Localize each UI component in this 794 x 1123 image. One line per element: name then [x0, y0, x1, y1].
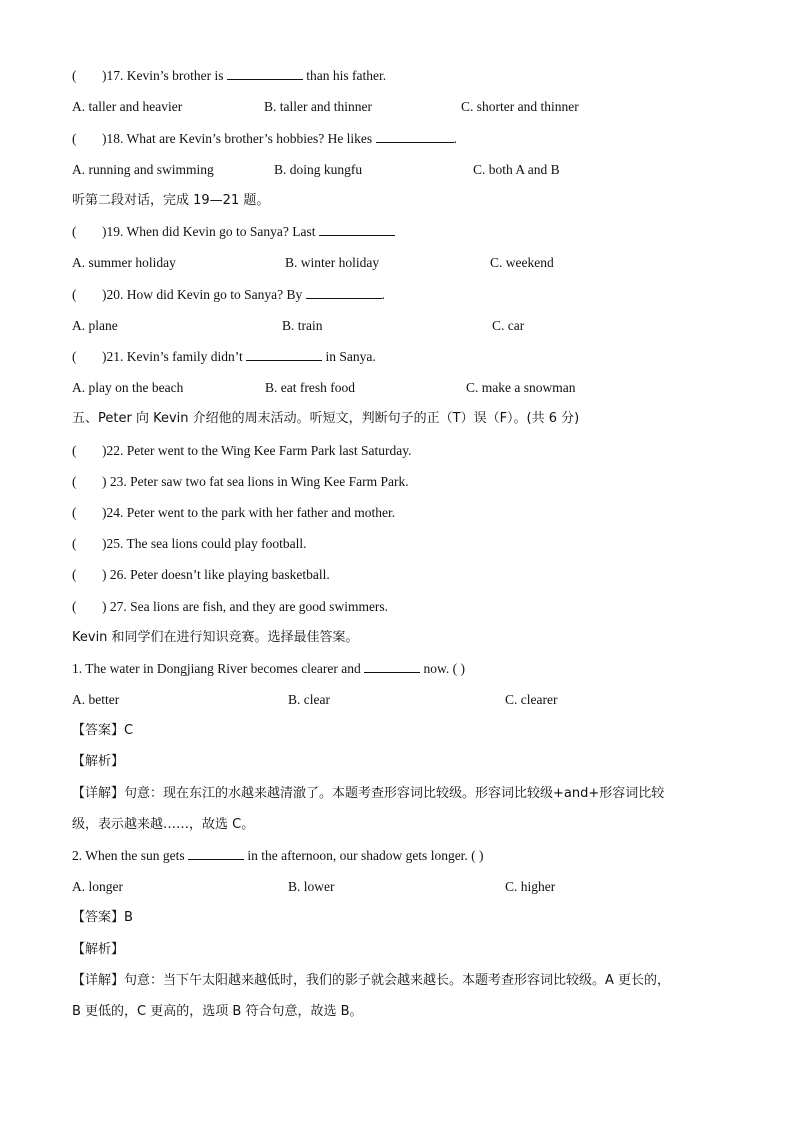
tf-item-27 [72, 597, 388, 617]
detail-line-1 [72, 971, 670, 991]
answer-paren: ( [72, 474, 77, 489]
tf-item-22 [72, 441, 412, 461]
answer-paren: ( [72, 536, 77, 551]
answer-blank [246, 347, 322, 361]
answer-value: B [124, 910, 133, 925]
option-a: A. running and swimming [72, 162, 214, 177]
option-c: C. weekend [490, 255, 554, 270]
tf-text: )24. Peter went to the park with her father and mother. [102, 505, 396, 520]
contest-question-1 [72, 659, 465, 679]
question-20 [72, 285, 385, 305]
option-b: B. taller and thinner [264, 99, 372, 114]
option-b: B. train [282, 318, 323, 333]
option-a: A. taller and heavier [72, 99, 183, 114]
option-b: B. doing kungfu [274, 162, 363, 177]
question-text: )20. How did Kevin go to Sanya? By [102, 287, 306, 302]
option-a: A. summer holiday [72, 255, 176, 270]
option-b: B. winter holiday [285, 255, 380, 270]
question-text-end: now. ( ) [420, 661, 466, 676]
detail-label: 【详解】 [72, 973, 125, 988]
answer-blank [188, 846, 244, 860]
answer-paren: ( [72, 599, 77, 614]
answer-paren: ( [72, 224, 77, 239]
option-b: B. eat fresh food [265, 380, 355, 395]
question-text: )17. Kevin’s brother is [102, 68, 227, 83]
tf-item-24 [72, 503, 395, 523]
answer-label: 【答案】 [72, 910, 125, 925]
option-c: C. car [492, 318, 525, 333]
option-c: C. make a snowman [466, 380, 576, 395]
question-text-end: . [381, 287, 385, 302]
answer-label: 【答案】 [72, 723, 125, 738]
option-c: C. clearer [505, 692, 558, 707]
option-a: A. plane [72, 318, 118, 333]
answer-blank [319, 222, 395, 236]
answer-paren: ( [72, 68, 77, 83]
answer-row [72, 908, 133, 928]
answer-value: C [124, 723, 134, 738]
answer-blank [376, 129, 454, 143]
contest-intro: Kevin 和同学们在进行知识竞赛。选择最佳答案。 [72, 630, 359, 645]
question-21 [72, 347, 376, 367]
analysis-label: 【解析】 [72, 754, 125, 769]
tf-text: )22. Peter went to the Wing Kee Farm Park last Saturday. [102, 443, 412, 458]
question-text-end: than his father. [302, 68, 387, 83]
detail-line-1 [72, 784, 664, 804]
detail-text: 句意：现在东江的水越来越清澈了。本题考查形容词比较级。形容词比较级+and+形容词比较 [124, 786, 665, 801]
question-text: )21. Kevin’s family didn’t [102, 349, 247, 364]
answer-paren: ( [72, 349, 77, 364]
option-c: C. higher [505, 879, 556, 894]
tf-item-26 [72, 565, 330, 585]
option-a: A. play on the beach [72, 380, 184, 395]
tf-text: ) 26. Peter doesn’t like playing basketball. [102, 567, 330, 582]
question-text-end: in the afternoon, our shadow gets longer. ( ) [243, 848, 484, 863]
tf-text: ) 23. Peter saw two fat sea lions in Wing Kee Farm Park. [102, 474, 409, 489]
question-17 [72, 66, 386, 86]
question-text-end: in Sanya. [322, 349, 376, 364]
question-text: )18. What are Kevin’s brother’s hobbies? He likes [102, 131, 376, 146]
tf-text: )25. The sea lions could play football. [102, 536, 307, 551]
option-b: B. clear [288, 692, 330, 707]
answer-blank [227, 66, 303, 80]
tf-item-23 [72, 472, 409, 492]
tf-text: ) 27. Sea lions are fish, and they are good swimmers. [102, 599, 389, 614]
option-a: A. longer [72, 879, 123, 894]
detail-label: 【详解】 [72, 786, 125, 801]
option-a: A. better [72, 692, 120, 707]
question-19 [72, 222, 395, 242]
detail-line-2: 级，表示越来越……，故选 C。 [72, 817, 255, 832]
tf-item-25 [72, 534, 306, 554]
answer-paren: ( [72, 287, 77, 302]
answer-blank [364, 659, 420, 673]
detail-text: 句意：当下午太阳越来越低时，我们的影子就会越来越长。本题考查形容词比较级。A 更长的， [124, 973, 671, 988]
answer-paren: ( [72, 443, 77, 458]
answer-paren: ( [72, 505, 77, 520]
answer-paren: ( [72, 567, 77, 582]
question-text: 1. The water in Dongjiang River becomes clearer and [72, 661, 365, 676]
analysis-label: 【解析】 [72, 942, 125, 957]
detail-line-2: B 更低的，C 更高的，选项 B 符合句意，故选 B。 [72, 1004, 363, 1019]
question-text: )19. When did Kevin go to Sanya? Last [102, 224, 319, 239]
answer-paren: ( [72, 131, 77, 146]
part5-header: 五、Peter 向 Kevin 介绍他的周末活动。听短文，判断句子的正（T）误（F）。(共 6 分) [72, 411, 580, 426]
section-header: 听第二段对话，完成 19—21 题。 [72, 193, 270, 208]
question-18 [72, 129, 457, 149]
option-b: B. lower [288, 879, 335, 894]
answer-row [72, 721, 133, 741]
question-text-end: . [453, 131, 457, 146]
option-c: C. shorter and thinner [461, 99, 579, 114]
answer-blank [306, 285, 382, 299]
question-text: 2. When the sun gets [72, 848, 188, 863]
contest-question-2 [72, 846, 484, 866]
option-c: C. both A and B [473, 162, 560, 177]
